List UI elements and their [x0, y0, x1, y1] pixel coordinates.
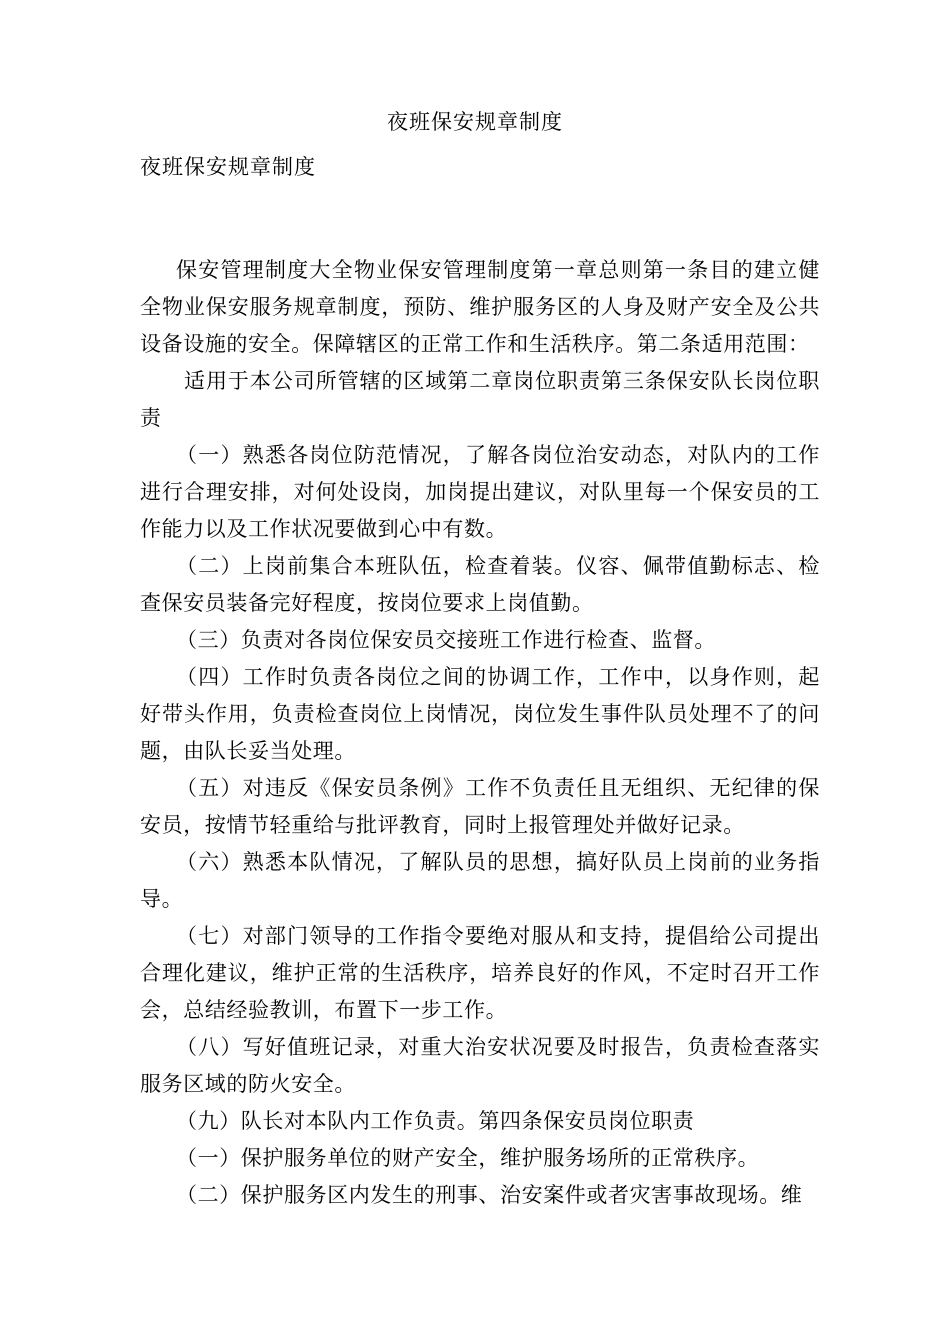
paragraph-general-provisions: 保安管理制度大全物业保安管理制度第一章总则第一条目的建立健全物业保安服务规章制度，预防、维护服务区的人身及财产安全及公共设备设施的安全。保障辖区的正常工作和生活秩序。第二条适用范围： [140, 258, 820, 356]
paragraph-item-5: （五）对违反《保安员条例》工作不负责任且无组织、无纪律的保安员，按情节轻重给与批评教育，同时上报管理处并做好记录。 [140, 776, 820, 837]
paragraph-item-9: （九）队长对本队内工作负责。第四条保安员岗位职责 [176, 1109, 695, 1133]
document-subtitle: 夜班保安规章制度 [140, 155, 316, 179]
paragraph-item-8: （八）写好值班记录，对重大治安状况要及时报告，负责检查落实服务区域的防火安全。 [140, 1035, 820, 1096]
paragraph-item-6: （六）熟悉本队情况，了解队员的思想，搞好队员上岗前的业务指导。 [140, 850, 820, 911]
paragraph-item-4: （四）工作时负责各岗位之间的协调工作，工作中，以身作则，起好带头作用，负责检查岗位上岗情况，岗位发生事件队员处理不了的问题，由队长妥当处理。 [140, 665, 820, 763]
paragraph-item-2: （二）上岗前集合本班队伍，检查着装。仪容、佩带值勤标志、检查保安员装备完好程度，按岗位要求上岗值勤。 [140, 554, 820, 615]
paragraph-item-3: （三）负责对各岗位保安员交接班工作进行检查、监督。 [176, 628, 716, 652]
paragraph-guard-item-1: （一）保护服务单位的财产安全，维护服务场所的正常秩序。 [176, 1146, 760, 1170]
paragraph-scope: 适用于本公司所管辖的区域第二章岗位职责第三条保安队长岗位职责 [140, 369, 820, 430]
document-title: 夜班保安规章制度 [387, 110, 563, 134]
document-body [140, 252, 820, 1214]
paragraph-guard-item-2: （二）保护服务区内发生的刑事、治安案件或者灾害事故现场。维 [176, 1183, 803, 1207]
paragraph-item-1: （一）熟悉各岗位防范情况，了解各岗位治安动态，对队内的工作进行合理安排，对何处设岗，加岗提出建议，对队里每一个保安员的工作能力以及工作状况要做到心中有数。 [140, 443, 820, 541]
paragraph-item-7: （七）对部门领导的工作指令要绝对服从和支持，提倡给公司提出合理化建议，维护正常的生活秩序，培养良好的作风，不定时召开工作会，总结经验教训，布置下一步工作。 [140, 924, 820, 1022]
